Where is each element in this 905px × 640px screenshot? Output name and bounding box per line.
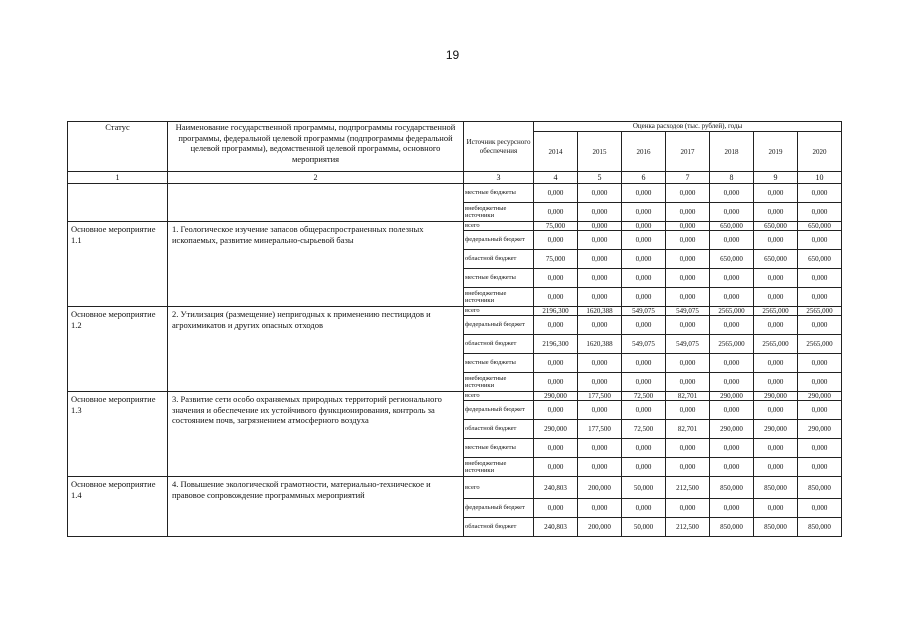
value-cell: 0,000 <box>578 499 622 518</box>
value-cell: 2565,000 <box>754 307 798 316</box>
value-cell: 0,000 <box>578 269 622 288</box>
value-cell: 0,000 <box>622 354 666 373</box>
value-cell: 0,000 <box>578 222 622 231</box>
value-cell: 2196,300 <box>534 307 578 316</box>
table-row <box>68 222 842 231</box>
value-cell: 650,000 <box>798 250 842 269</box>
value-cell: 0,000 <box>710 316 754 335</box>
value-cell: 0,000 <box>534 231 578 250</box>
value-cell: 0,000 <box>798 354 842 373</box>
value-cell: 0,000 <box>710 439 754 458</box>
value-cell: 0,000 <box>666 288 710 307</box>
value-cell: 549,075 <box>622 335 666 354</box>
value-cell: 1620,388 <box>578 307 622 316</box>
value-cell: 0,000 <box>798 499 842 518</box>
value-cell: 0,000 <box>754 288 798 307</box>
value-cell: 0,000 <box>710 373 754 392</box>
value-cell: 0,000 <box>534 499 578 518</box>
value-cell: 0,000 <box>534 316 578 335</box>
source-cell: всего <box>464 392 534 401</box>
value-cell: 0,000 <box>798 458 842 477</box>
value-cell: 0,000 <box>534 373 578 392</box>
value-cell: 290,000 <box>754 420 798 439</box>
value-cell: 0,000 <box>578 288 622 307</box>
header-status: Статус <box>68 122 168 172</box>
value-cell: 50,000 <box>622 518 666 537</box>
value-cell: 0,000 <box>622 316 666 335</box>
column-number: 4 <box>534 172 578 184</box>
value-cell: 0,000 <box>666 269 710 288</box>
source-cell: всего <box>464 222 534 231</box>
value-cell: 0,000 <box>666 458 710 477</box>
measure-name: 4. Повышение экологической грамотности, материально-техническое и правовое сопровождение программных мероприятий <box>168 477 464 537</box>
value-cell: 0,000 <box>666 499 710 518</box>
value-cell: 0,000 <box>754 231 798 250</box>
value-cell: 0,000 <box>666 222 710 231</box>
value-cell: 290,000 <box>710 420 754 439</box>
measure-name: 2. Утилизация (размещение) непригодных к применению пестицидов и агрохимикатов и других опасных отходов <box>168 307 464 392</box>
year-header: 2020 <box>798 132 842 172</box>
value-cell: 0,000 <box>754 458 798 477</box>
measure-status: Основное мероприятие 1.3 <box>68 392 168 477</box>
value-cell: 0,000 <box>578 231 622 250</box>
value-cell: 0,000 <box>622 184 666 203</box>
value-cell: 650,000 <box>798 222 842 231</box>
value-cell: 290,000 <box>710 392 754 401</box>
value-cell: 0,000 <box>622 401 666 420</box>
value-cell: 240,803 <box>534 477 578 499</box>
value-cell: 0,000 <box>710 458 754 477</box>
value-cell: 0,000 <box>534 288 578 307</box>
year-header: 2015 <box>578 132 622 172</box>
resource-table <box>67 121 842 537</box>
value-cell: 0,000 <box>754 184 798 203</box>
value-cell: 200,000 <box>578 518 622 537</box>
value-cell: 0,000 <box>754 499 798 518</box>
value-cell: 1620,388 <box>578 335 622 354</box>
value-cell: 0,000 <box>666 439 710 458</box>
value-cell: 290,000 <box>798 420 842 439</box>
value-cell: 0,000 <box>622 222 666 231</box>
value-cell: 290,000 <box>534 392 578 401</box>
value-cell: 0,000 <box>578 439 622 458</box>
value-cell: 2565,000 <box>754 335 798 354</box>
source-cell: внебюджетные источники <box>464 373 534 392</box>
year-header: 2014 <box>534 132 578 172</box>
source-cell: местные бюджеты <box>464 269 534 288</box>
value-cell: 0,000 <box>622 499 666 518</box>
value-cell: 0,000 <box>578 373 622 392</box>
source-cell: областной бюджет <box>464 420 534 439</box>
source-cell: областной бюджет <box>464 518 534 537</box>
value-cell: 2565,000 <box>798 307 842 316</box>
value-cell: 0,000 <box>754 373 798 392</box>
source-cell: местные бюджеты <box>464 439 534 458</box>
value-cell: 0,000 <box>754 401 798 420</box>
value-cell: 50,000 <box>622 477 666 499</box>
column-number: 9 <box>754 172 798 184</box>
value-cell: 0,000 <box>798 288 842 307</box>
value-cell: 0,000 <box>622 269 666 288</box>
source-cell: внебюджетные источники <box>464 203 534 222</box>
measure-name: 3. Развитие сети особо охраняемых природных территорий регионального значения и обеспечение их устойчивого функционирования, контроль за состоянием почв, загрязнением атмосферного воздуха <box>168 392 464 477</box>
source-cell: федеральный бюджет <box>464 316 534 335</box>
value-cell: 2196,300 <box>534 335 578 354</box>
column-number: 1 <box>68 172 168 184</box>
source-cell: областной бюджет <box>464 335 534 354</box>
value-cell: 0,000 <box>666 401 710 420</box>
header-name: Наименование государственной программы, подпрограммы государственной программы, федеральной целевой программы (подпрограммы федеральной целевой программы), ведомственной целевой программы, основного мероприятия <box>168 122 464 172</box>
source-cell: внебюджетные источники <box>464 458 534 477</box>
value-cell: 0,000 <box>666 373 710 392</box>
value-cell: 0,000 <box>710 184 754 203</box>
value-cell: 0,000 <box>754 439 798 458</box>
value-cell: 72,500 <box>622 420 666 439</box>
table-row <box>68 307 842 316</box>
value-cell: 0,000 <box>710 203 754 222</box>
value-cell: 212,500 <box>666 477 710 499</box>
value-cell: 850,000 <box>754 518 798 537</box>
source-cell: областной бюджет <box>464 250 534 269</box>
year-header: 2019 <box>754 132 798 172</box>
year-header: 2016 <box>622 132 666 172</box>
column-number: 10 <box>798 172 842 184</box>
measure-status: Основное мероприятие 1.2 <box>68 307 168 392</box>
value-cell: 200,000 <box>578 477 622 499</box>
source-cell: всего <box>464 307 534 316</box>
value-cell: 0,000 <box>710 269 754 288</box>
value-cell: 0,000 <box>622 203 666 222</box>
value-cell: 0,000 <box>622 373 666 392</box>
column-number: 2 <box>168 172 464 184</box>
value-cell: 0,000 <box>710 401 754 420</box>
value-cell: 177,500 <box>578 392 622 401</box>
column-number: 7 <box>666 172 710 184</box>
value-cell: 0,000 <box>578 184 622 203</box>
value-cell: 0,000 <box>666 231 710 250</box>
value-cell: 0,000 <box>534 184 578 203</box>
table-row <box>68 392 842 401</box>
value-cell: 0,000 <box>754 354 798 373</box>
table-row <box>68 184 842 203</box>
value-cell: 0,000 <box>798 401 842 420</box>
value-cell: 0,000 <box>666 316 710 335</box>
value-cell: 0,000 <box>798 316 842 335</box>
value-cell: 75,000 <box>534 222 578 231</box>
value-cell: 82,701 <box>666 392 710 401</box>
value-cell: 0,000 <box>710 231 754 250</box>
value-cell: 0,000 <box>578 250 622 269</box>
value-cell: 0,000 <box>622 231 666 250</box>
value-cell: 0,000 <box>798 439 842 458</box>
status-cell <box>68 184 168 222</box>
value-cell: 72,500 <box>622 392 666 401</box>
value-cell: 0,000 <box>798 184 842 203</box>
source-cell: местные бюджеты <box>464 354 534 373</box>
value-cell: 0,000 <box>710 354 754 373</box>
value-cell: 290,000 <box>534 420 578 439</box>
value-cell: 290,000 <box>798 392 842 401</box>
measure-status: Основное мероприятие 1.1 <box>68 222 168 307</box>
value-cell: 212,500 <box>666 518 710 537</box>
value-cell: 0,000 <box>578 354 622 373</box>
value-cell: 0,000 <box>578 401 622 420</box>
header-estimate: Оценка расходов (тыс. рублей), годы <box>534 122 842 132</box>
value-cell: 549,075 <box>666 307 710 316</box>
value-cell: 0,000 <box>534 439 578 458</box>
header-source: Источник ресурсного обеспечения <box>464 122 534 172</box>
column-number: 3 <box>464 172 534 184</box>
source-cell: федеральный бюджет <box>464 401 534 420</box>
value-cell: 0,000 <box>666 250 710 269</box>
name-cell <box>168 184 464 222</box>
measure-status: Основное мероприятие 1.4 <box>68 477 168 537</box>
value-cell: 0,000 <box>798 231 842 250</box>
value-cell: 0,000 <box>578 316 622 335</box>
value-cell: 177,500 <box>578 420 622 439</box>
value-cell: 650,000 <box>754 250 798 269</box>
value-cell: 0,000 <box>578 203 622 222</box>
value-cell: 0,000 <box>798 373 842 392</box>
year-header: 2017 <box>666 132 710 172</box>
column-number: 6 <box>622 172 666 184</box>
value-cell: 290,000 <box>754 392 798 401</box>
value-cell: 0,000 <box>622 439 666 458</box>
value-cell: 82,701 <box>666 420 710 439</box>
year-header: 2018 <box>710 132 754 172</box>
value-cell: 0,000 <box>534 354 578 373</box>
value-cell: 650,000 <box>710 250 754 269</box>
value-cell: 850,000 <box>710 477 754 499</box>
source-cell: федеральный бюджет <box>464 499 534 518</box>
value-cell: 0,000 <box>754 316 798 335</box>
value-cell: 2565,000 <box>710 307 754 316</box>
value-cell: 0,000 <box>798 269 842 288</box>
value-cell: 850,000 <box>754 477 798 499</box>
value-cell: 650,000 <box>710 222 754 231</box>
value-cell: 0,000 <box>534 401 578 420</box>
value-cell: 75,000 <box>534 250 578 269</box>
source-cell: федеральный бюджет <box>464 231 534 250</box>
value-cell: 0,000 <box>710 288 754 307</box>
value-cell: 549,075 <box>622 307 666 316</box>
value-cell: 650,000 <box>754 222 798 231</box>
value-cell: 0,000 <box>622 250 666 269</box>
value-cell: 0,000 <box>622 458 666 477</box>
value-cell: 0,000 <box>534 203 578 222</box>
value-cell: 0,000 <box>754 269 798 288</box>
value-cell: 2565,000 <box>798 335 842 354</box>
value-cell: 0,000 <box>534 458 578 477</box>
value-cell: 0,000 <box>666 203 710 222</box>
value-cell: 0,000 <box>798 203 842 222</box>
value-cell: 2565,000 <box>710 335 754 354</box>
value-cell: 0,000 <box>666 354 710 373</box>
table-row <box>68 477 842 499</box>
value-cell: 850,000 <box>710 518 754 537</box>
value-cell: 850,000 <box>798 477 842 499</box>
value-cell: 850,000 <box>798 518 842 537</box>
value-cell: 0,000 <box>622 288 666 307</box>
value-cell: 549,075 <box>666 335 710 354</box>
source-cell: местные бюджеты <box>464 184 534 203</box>
value-cell: 0,000 <box>578 458 622 477</box>
value-cell: 0,000 <box>534 269 578 288</box>
value-cell: 0,000 <box>666 184 710 203</box>
page-number: 19 <box>445 48 460 62</box>
value-cell: 0,000 <box>754 203 798 222</box>
column-number: 5 <box>578 172 622 184</box>
value-cell: 240,803 <box>534 518 578 537</box>
value-cell: 0,000 <box>710 499 754 518</box>
source-cell: всего <box>464 477 534 499</box>
measure-name: 1. Геологическое изучение запасов общераспространенных полезных ископаемых, развитие минерально-сырьевой базы <box>168 222 464 307</box>
source-cell: внебюджетные источники <box>464 288 534 307</box>
column-number: 8 <box>710 172 754 184</box>
